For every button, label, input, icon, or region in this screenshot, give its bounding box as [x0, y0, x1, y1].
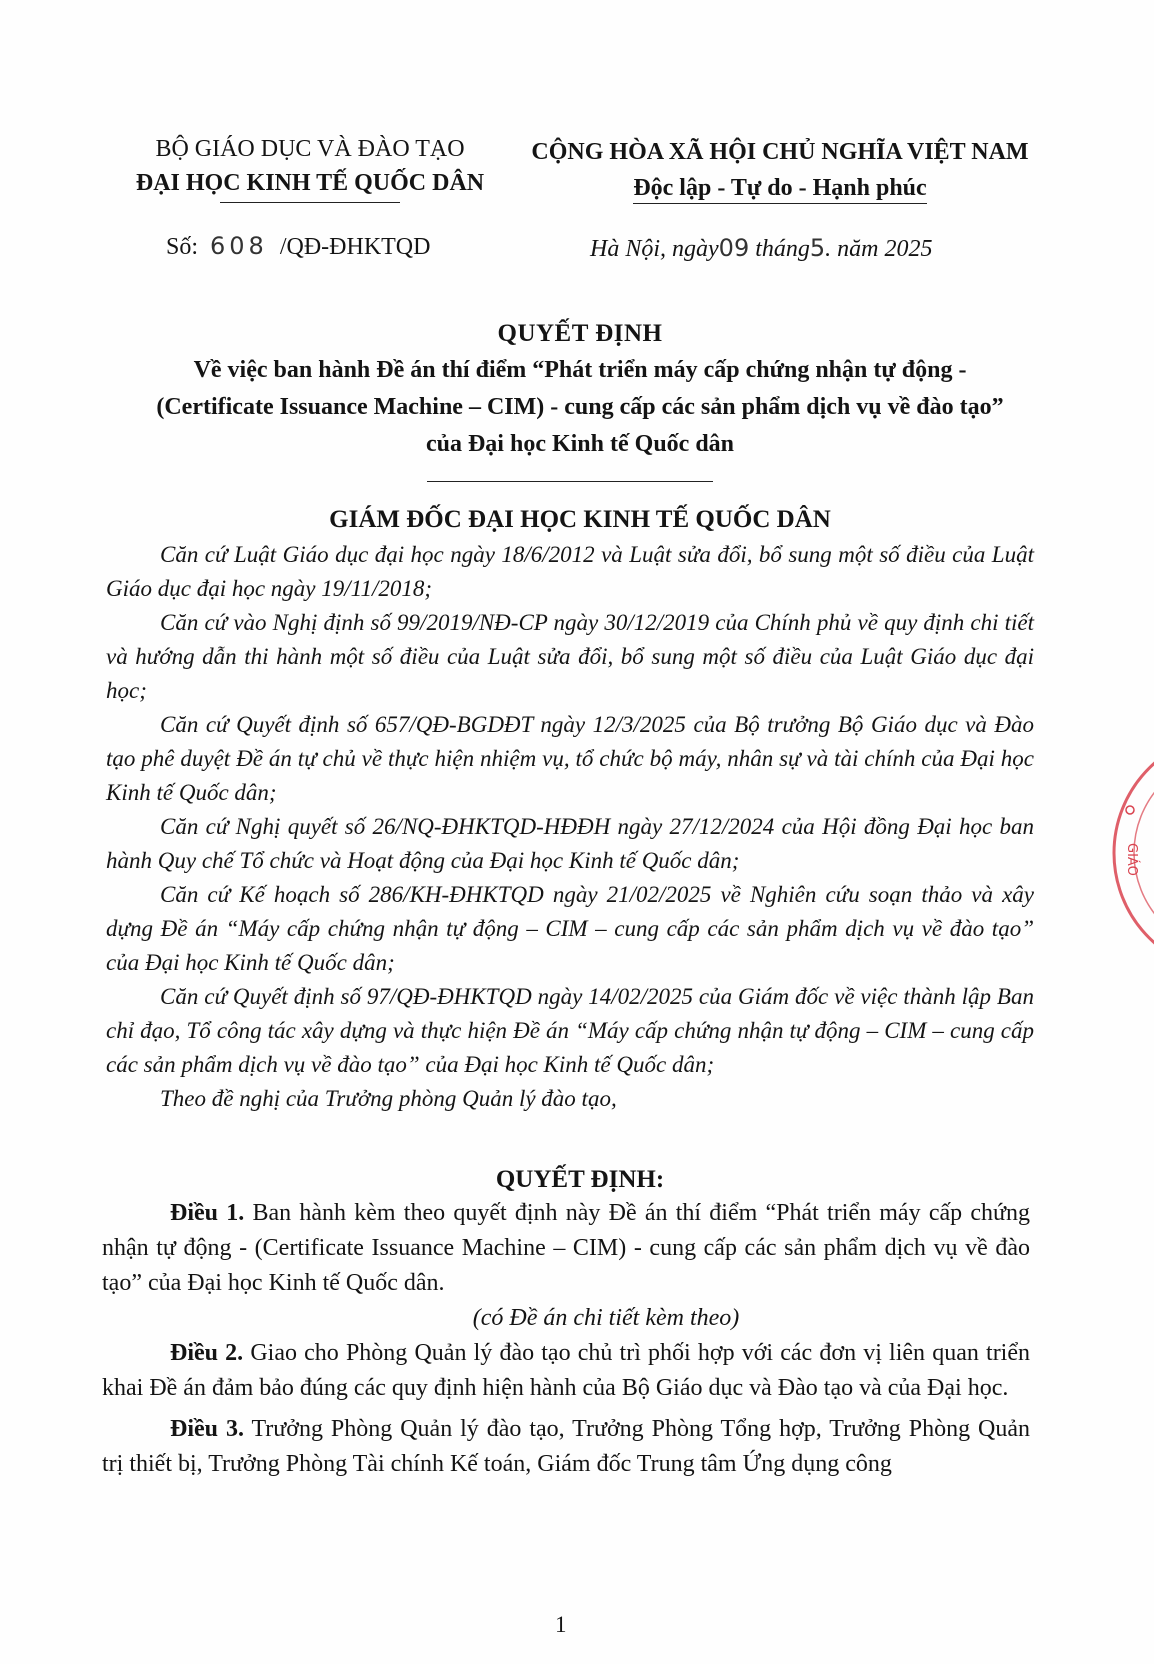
article-1-note: (có Đề án chi tiết kèm theo)	[472, 1305, 740, 1331]
document-number	[166, 232, 430, 261]
date-year: . năm 2025	[825, 236, 933, 262]
issuer-header	[120, 132, 500, 203]
header-underline	[220, 202, 400, 203]
seal-graphic	[1084, 748, 1154, 958]
article-3-label: Điều 3.	[170, 1416, 244, 1442]
article-2-label: Điều 2.	[170, 1340, 244, 1366]
basis-paragraph: Căn cứ vào Nghị định số 99/2019/NĐ-CP ngày 30/12/2019 của Chính phủ về quy định chi tiết và hướng dẫn thi hành một số điều của Luật sửa đổi, bổ sung một số điều của Luật Giáo dục đại học;	[106, 610, 1034, 703]
handwritten-month: 5	[809, 234, 826, 262]
director-heading: GIÁM ĐỐC ĐẠI HỌC KINH TẾ QUỐC DÂN	[329, 506, 831, 533]
red-seal-fragment	[1084, 748, 1154, 958]
basis-paragraph: Căn cứ Kế hoạch số 286/KH-ĐHKTQD ngày 21/02/2025 về Nghiên cứu soạn thảo và xây dựng Đề án “Máy cấp chứng nhận tự động – CIM – cung cấp các sản phẩm dịch vụ về đào tạo” của Đại học Kinh tế Quốc dân;	[106, 882, 1034, 975]
seal-text: GIÁO	[1124, 843, 1139, 876]
article-1-label: Điều 1.	[170, 1200, 245, 1226]
date-place: Hà Nội, ngày	[590, 236, 719, 262]
article-2	[102, 1336, 1030, 1406]
title-line-2: (Certificate Issuance Machine – CIM) - cung cấp các sản phẩm dịch vụ về đào tạo”	[156, 394, 1004, 420]
doc-number-suffix: /QĐ-ĐHKTQD	[279, 234, 431, 260]
handwritten-day: 09	[718, 234, 750, 262]
title-main: QUYẾT ĐỊNH	[497, 320, 663, 347]
basis-paragraph: Theo đề nghị của Trưởng phòng Quản lý đào tạo,	[160, 1086, 617, 1111]
handwritten-number: 608	[210, 232, 268, 260]
national-motto: Độc lập - Tự do - Hạnh phúc	[633, 173, 926, 204]
ministry-name: BỘ GIÁO DỤC VÀ ĐÀO TẠO	[155, 136, 465, 162]
basis-paragraph: Căn cứ Luật Giáo dục đại học ngày 18/6/2012 và Luật sửa đổi, bổ sung một số điều của Luật Giáo dục đại học ngày 19/11/2018;	[106, 542, 1034, 601]
basis-paragraph: Căn cứ Nghị quyết số 26/NQ-ĐHKTQD-HĐĐH ngày 27/12/2024 của Hội đồng Đại học ban hành Quy chế Tổ chức và Hoạt động của Đại học Kinh tế Quốc dân;	[106, 814, 1034, 873]
page-number: 1	[555, 1612, 567, 1637]
national-header	[520, 134, 1040, 206]
legal-basis	[106, 538, 1034, 1116]
date-month-label: tháng	[755, 236, 810, 262]
title-line-1: Về việc ban hành Đề án thí điểm “Phát triển máy cấp chứng nhận tự động -	[193, 357, 967, 383]
republic-name: CỘNG HÒA XÃ HỘI CHỦ NGHĨA VIỆT NAM	[531, 139, 1029, 165]
article-3	[102, 1412, 1030, 1482]
issue-date	[590, 234, 933, 263]
title-divider	[427, 481, 713, 482]
articles	[102, 1196, 1030, 1482]
article-1	[102, 1196, 1030, 1301]
decision-heading: QUYẾT ĐỊNH:	[495, 1166, 665, 1193]
decision-title	[80, 316, 1080, 463]
article-2-text: Giao cho Phòng Quản lý đào tạo chủ trì phối hợp với các đơn vị liên quan triển khai Đề án đảm bảo đúng các quy định hiện hành của Bộ Giáo dục và Đào tạo và của Đại học.	[102, 1340, 1031, 1401]
basis-paragraph: Căn cứ Quyết định số 97/QĐ-ĐHKTQD ngày 14/02/2025 của Giám đốc về việc thành lập Ban chỉ đạo, Tổ công tác xây dựng và thực hiện Đề án “Máy cấp chứng nhận tự động – CIM – cung cấp các sản phẩm dịch vụ về đào tạo” của Đại học Kinh tế Quốc dân;	[106, 984, 1034, 1077]
basis-paragraph: Căn cứ Quyết định số 657/QĐ-BGDĐT ngày 12/3/2025 của Bộ trưởng Bộ Giáo dục và Đào tạo phê duyệt Đề án tự chủ về thực hiện nhiệm vụ, tổ chức bộ máy, nhân sự và tài chính của Đại học Kinh tế Quốc dân;	[106, 712, 1034, 805]
doc-number-prefix: Số:	[166, 234, 199, 260]
article-1-text: Ban hành kèm theo quyết định này Đề án thí điểm “Phát triển máy cấp chứng nhận tự động - (Certificate Issuance Machine – CIM) - cung cấp các sản phẩm dịch vụ về đào tạo” của Đại học Kinh tế Quốc dân.	[102, 1200, 1031, 1296]
university-name: ĐẠI HỌC KINH TẾ QUỐC DÂN	[135, 170, 485, 196]
article-3-text: Trưởng Phòng Quản lý đào tạo, Trưởng Phòng Tổng hợp, Trưởng Phòng Quản trị thiết bị, Trưởng Phòng Tài chính Kế toán, Giám đốc Trung tâm Ứng dụng công	[102, 1416, 1031, 1477]
title-line-3: của Đại học Kinh tế Quốc dân	[425, 431, 735, 457]
